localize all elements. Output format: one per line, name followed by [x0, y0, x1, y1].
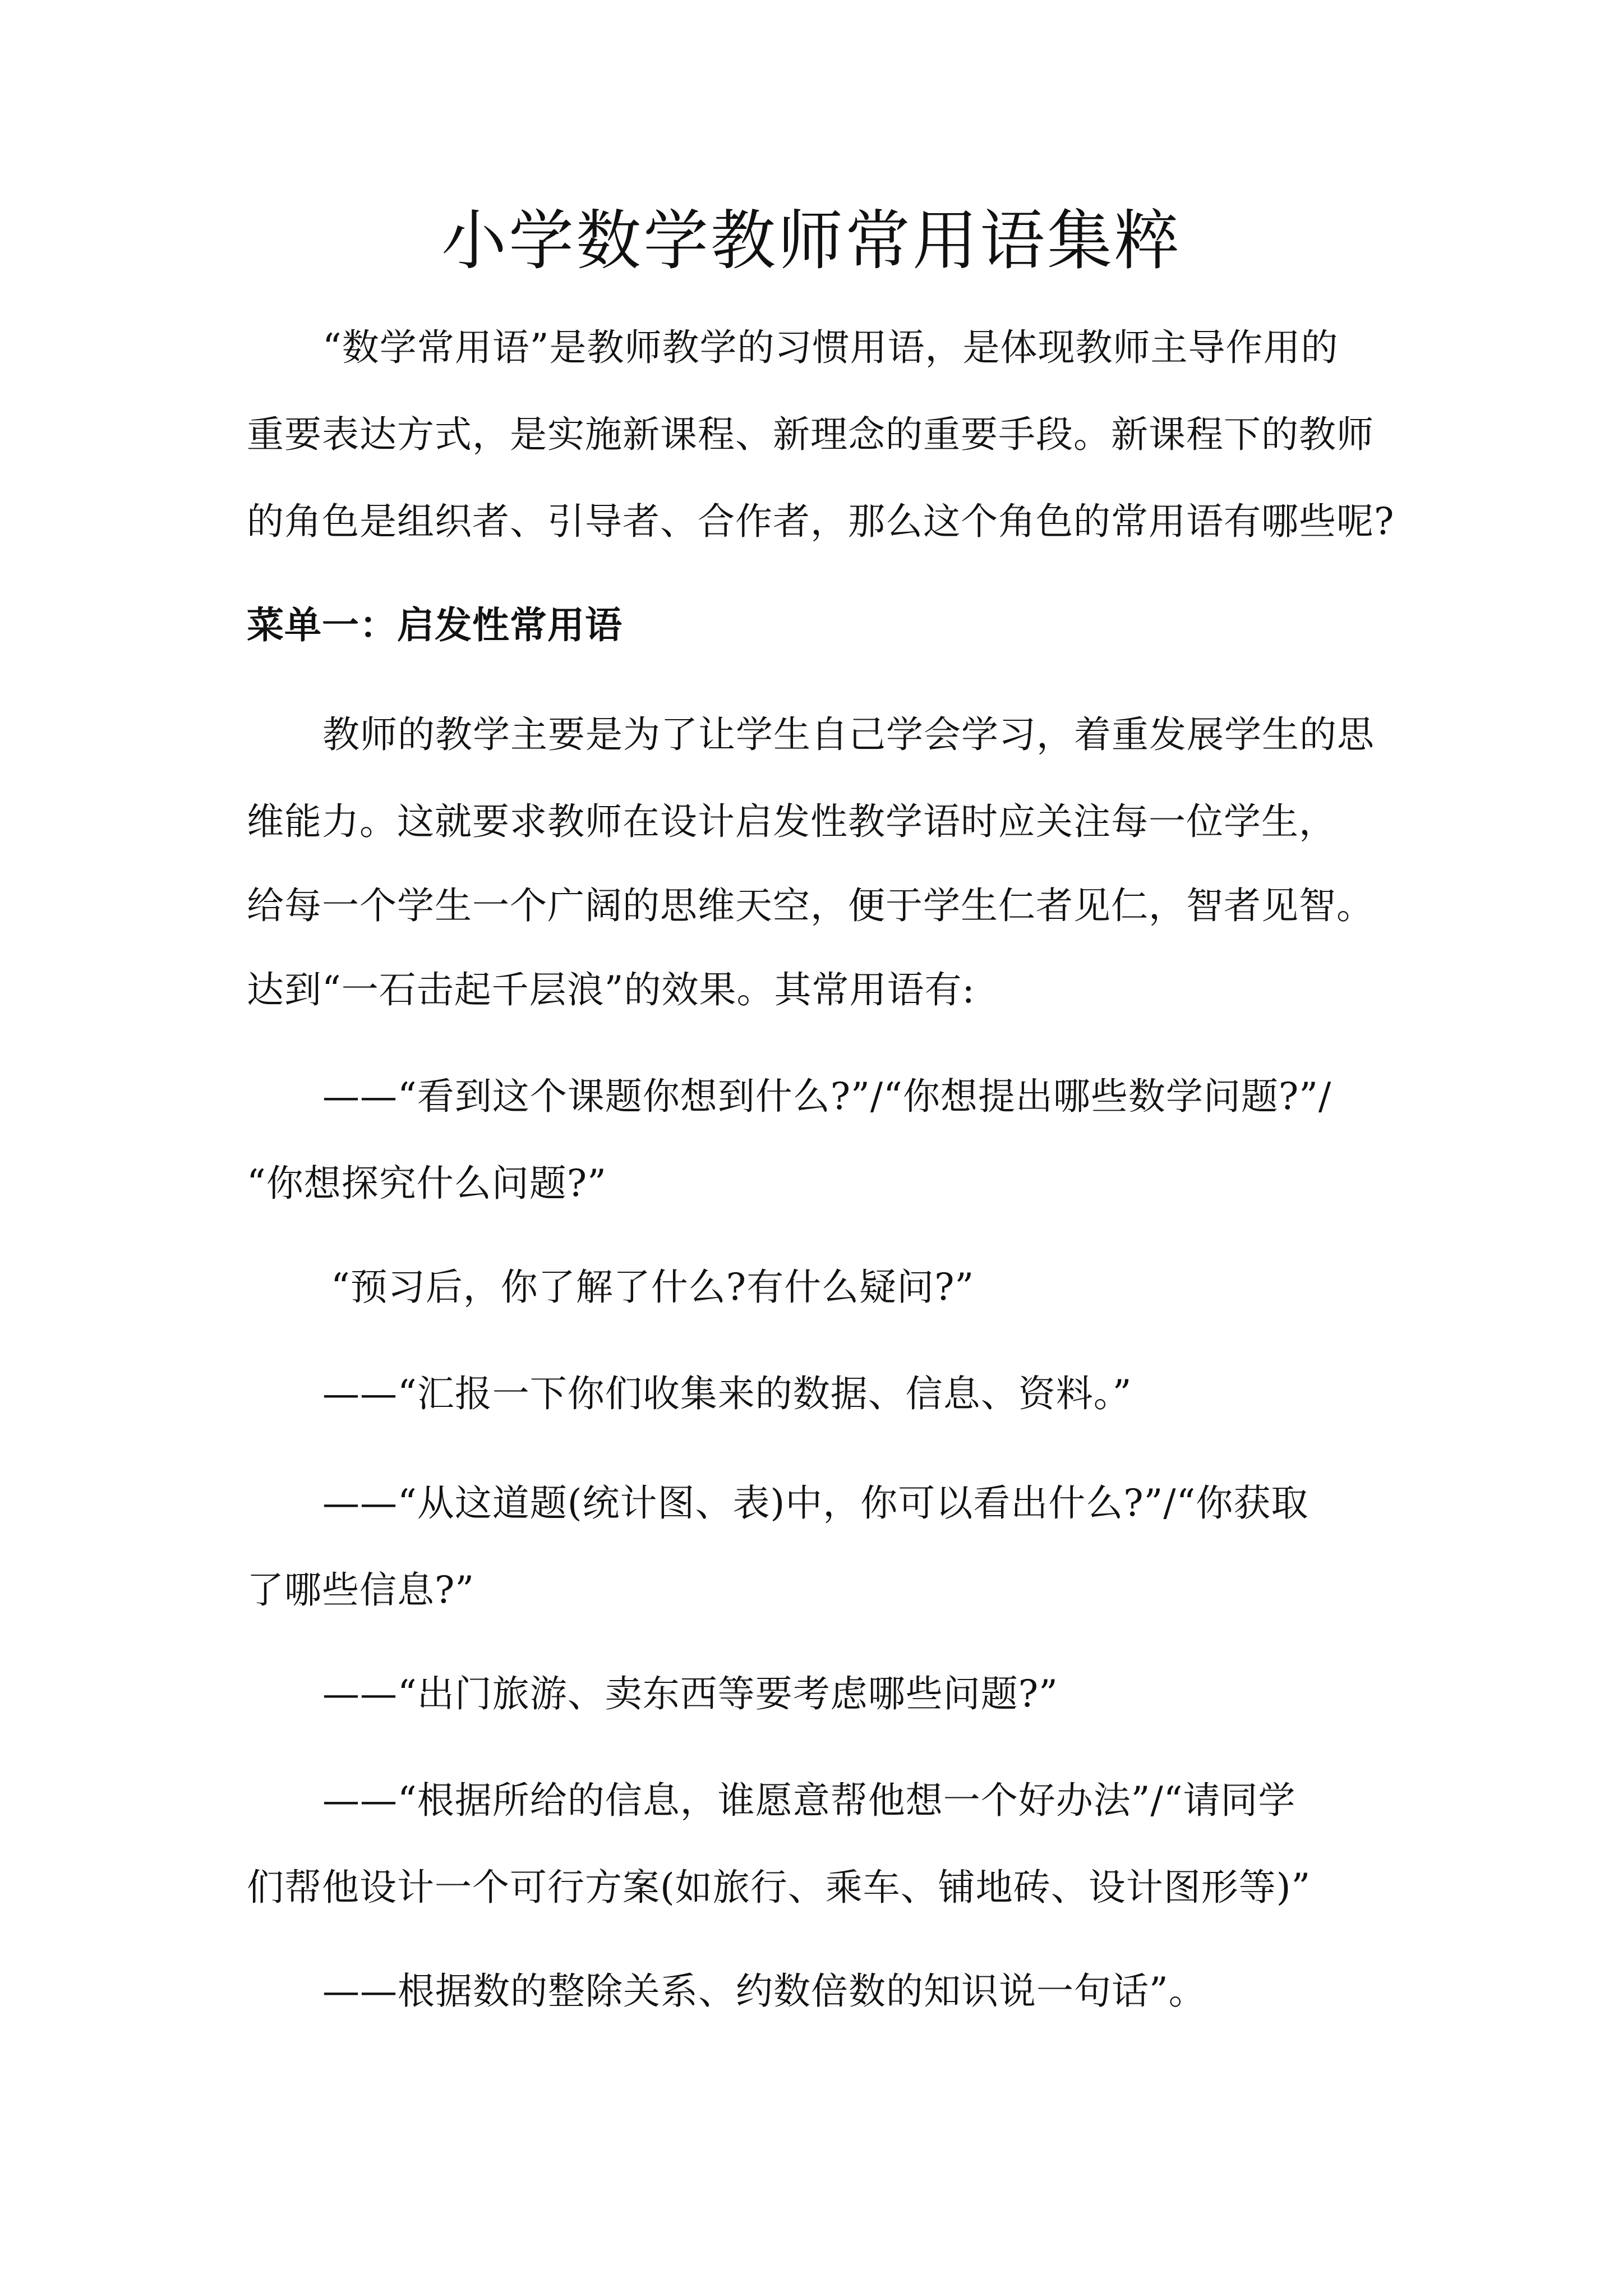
phrase-line-10: ——根据数的整除关系、约数倍数的知识说一句话”。: [322, 1970, 1206, 2013]
phrase-line-8: ——“根据所给的信息，谁愿意帮他想一个好办法”/“请同学: [322, 1779, 1296, 1822]
section-heading: 菜单一：启发性常用语: [247, 604, 623, 647]
document-title: 小学数学教师常用语集粹: [441, 203, 1182, 279]
intro-line-1: “数学常用语”是教师教学的习惯用语，是体现教师主导作用的: [322, 326, 1339, 369]
phrase-line-4: ——“汇报一下你们收集来的数据、信息、资料。”: [322, 1372, 1132, 1415]
intro-line-3: 的角色是组织者、引导者、合作者，那么这个角色的常用语有哪些呢?: [247, 500, 1395, 543]
section-body-line-1: 教师的教学主要是为了让学生自己学会学习，着重发展学生的思: [322, 713, 1375, 756]
phrase-line-7: ——“出门旅游、卖东西等要考虑哪些问题?”: [322, 1672, 1058, 1715]
section-body-line-2: 维能力。这就要求教师在设计启发性教学语时应关注每一位学生，: [247, 800, 1336, 843]
section-body-line-3: 给每一个学生一个广阔的思维天空，便于学生仁者见仁，智者见智。: [247, 884, 1374, 927]
phrase-line-9: 们帮他设计一个可行方案(如旅行、乘车、铺地砖、设计图形等)”: [247, 1866, 1311, 1909]
phrase-line-6: 了哪些信息?”: [247, 1568, 475, 1612]
intro-line-2: 重要表达方式，是实施新课程、新理念的重要手段。新课程下的教师: [247, 413, 1374, 456]
phrase-line-1: ——“看到这个课题你想到什么?”/“你想提出哪些数学问题?”/: [322, 1075, 1332, 1118]
phrase-line-2: “你想探究什么问题?”: [247, 1162, 607, 1205]
phrase-line-3: “预习后，你了解了什么?有什么疑问?”: [331, 1266, 975, 1309]
phrase-line-5: ——“从这道题(统计图、表)中，你可以看出什么?”/“你获取: [322, 1481, 1309, 1525]
section-body-line-4: 达到“一石击起千层浪”的效果。其常用语有:: [247, 968, 975, 1011]
